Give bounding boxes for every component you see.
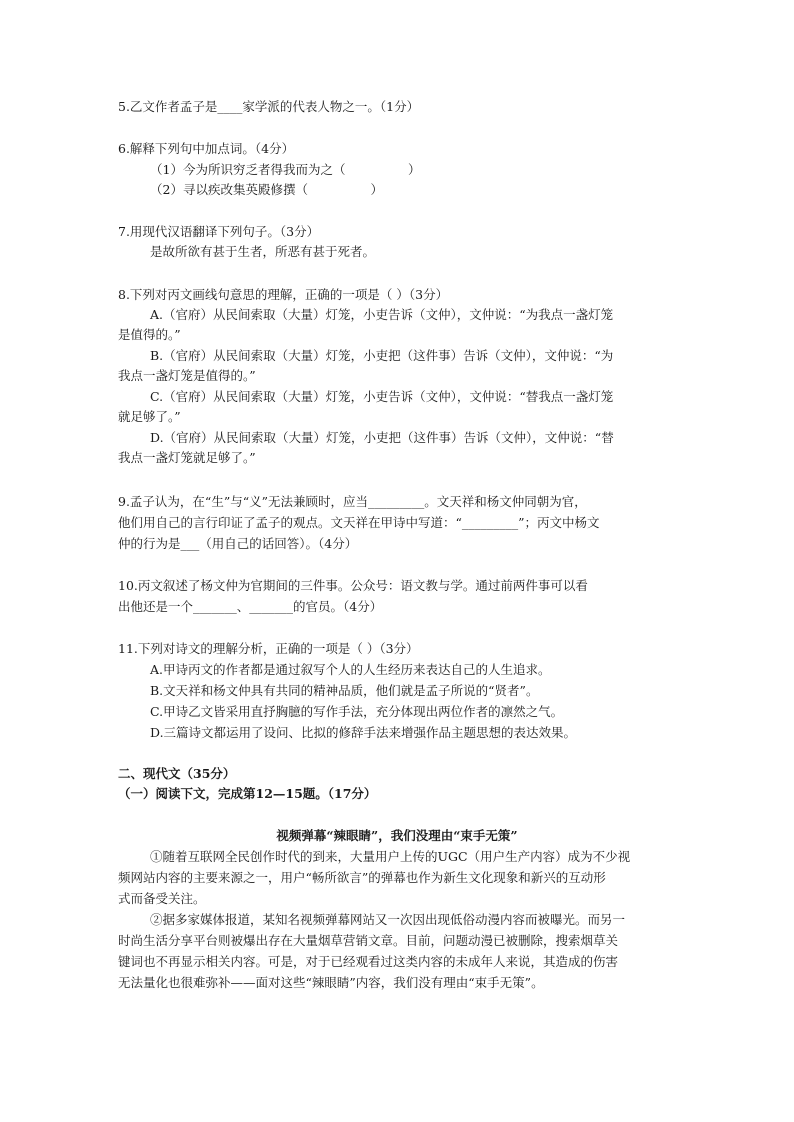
question-6-item-2: （2）寻以疾改集英殿修撰（ ） [150,182,383,197]
question-10-line1: 10.丙文叙述了杨文仲为官期间的三件事。公众号：语文教与学。通过前两件事可以看 [118,578,588,593]
section-heading: 二、现代文（35分） [118,766,236,781]
question-8-option-d-line1: D.（官府）从民间索取（大量）灯笼，小吏把（这件事）告诉（文仲），文仲说：“替 [150,430,614,445]
question-8-stem: 8.下列对丙文画线句意思的理解，正确的一项是（ ）（3分） [118,287,449,302]
question-5: 5.乙文作者孟子是____家学派的代表人物之一。（1分） [118,99,420,114]
question-9-line3: 仲的行为是___（用自己的话回答）。（4分） [118,536,358,551]
paragraph-1-line1: ①随着互联网全民创作时代的到来，大量用户上传的UGC（用户生产内容）成为不少视 [150,849,631,864]
paragraph-1-line3: 式而备受关注。 [118,891,206,906]
paragraph-1-line2: 频网站内容的主要来源之一，用户“畅所欲言”的弹幕也作为新生文化现象和新兴的互动形 [118,870,606,885]
question-8-option-a-line1: A.（官府）从民间索取（大量）灯笼，小吏告诉（文仲），文仲说：“为我点一盏灯笼 [150,307,614,322]
question-10-line2: 出他还是一个_______、_______的官员。（4分） [118,599,383,614]
question-11-option-a: A.甲诗丙文的作者都是通过叙写个人的人生经历来表达自己的人生追求。 [150,662,551,677]
question-11-stem: 11.下列对诗文的理解分析，正确的一项是（ ）（3分） [118,641,419,656]
question-6-item-1: （1）今为所识穷乏者得我而为之（ ） [150,162,421,177]
paragraph-2-line1: ②据多家媒体报道，某知名视频弹幕网站又一次因出现低俗动漫内容而被曝光。而另一 [150,912,626,927]
question-8-option-d-line2: 我点一盏灯笼就足够了。” [118,450,256,465]
question-11-option-b: B.文天祥和杨文仲具有共同的精神品质，他们就是孟子所说的“贤者”。 [150,683,539,698]
question-8-option-c-line2: 就足够了。” [118,409,181,424]
question-9-line1: 9.孟子认为，在“生”与“义”无法兼顾时，应当_________。文天祥和杨文仲同朝为官， [118,494,587,509]
article-title: 视频弹幕“辣眼睛”，我们没理由“束手无策” [276,828,518,843]
paragraph-2-line4: 无法量化也很难弥补——面对这些“辣眼睛”内容，我们没有理由“束手无策”。 [118,975,544,990]
question-9-line2: 他们用自己的言行印证了孟子的观点。文天祥在甲诗中写道：“_________”；丙文中杨文 [118,515,600,530]
question-6-stem: 6.解释下列句中加点词。（4分） [118,141,295,156]
question-7-stem: 7.用现代汉语翻译下列句子。（3分） [118,224,320,239]
question-8-option-b-line1: B.（官府）从民间索取（大量）灯笼，小吏把（这件事）告诉（文仲），文仲说：“为 [150,348,614,363]
question-7-sentence: 是故所欲有甚于生者，所恶有甚于死者。 [150,244,376,259]
section-subheading: （一）阅读下文，完成第12—15题。（17分） [118,786,377,801]
question-8-option-b-line2: 我点一盏灯笼是值得的。” [118,368,256,383]
paragraph-2-line3: 键词也不再显示相关内容。可是，对于已经观看过这类内容的未成年人来说，其造成的伤害 [118,954,619,969]
question-8-option-c-line1: C.（官府）从民间索取（大量）灯笼，小吏告诉（文仲），文仲说：“替我点一盏灯笼 [150,389,614,404]
paragraph-2-line2: 时尚生活分享平台则被爆出存在大量烟草营销文章。目前，问题动漫已被删除，搜索烟草关 [118,933,619,948]
question-11-option-d: D.三篇诗文都运用了设问、比拟的修辞手法来增强作品主题思想的表达效果。 [150,725,577,740]
question-11-option-c: C.甲诗乙文皆采用直抒胸臆的写作手法，充分体现出两位作者的凛然之气。 [150,704,564,719]
question-8-option-a-line2: 是值得的。” [118,327,181,342]
